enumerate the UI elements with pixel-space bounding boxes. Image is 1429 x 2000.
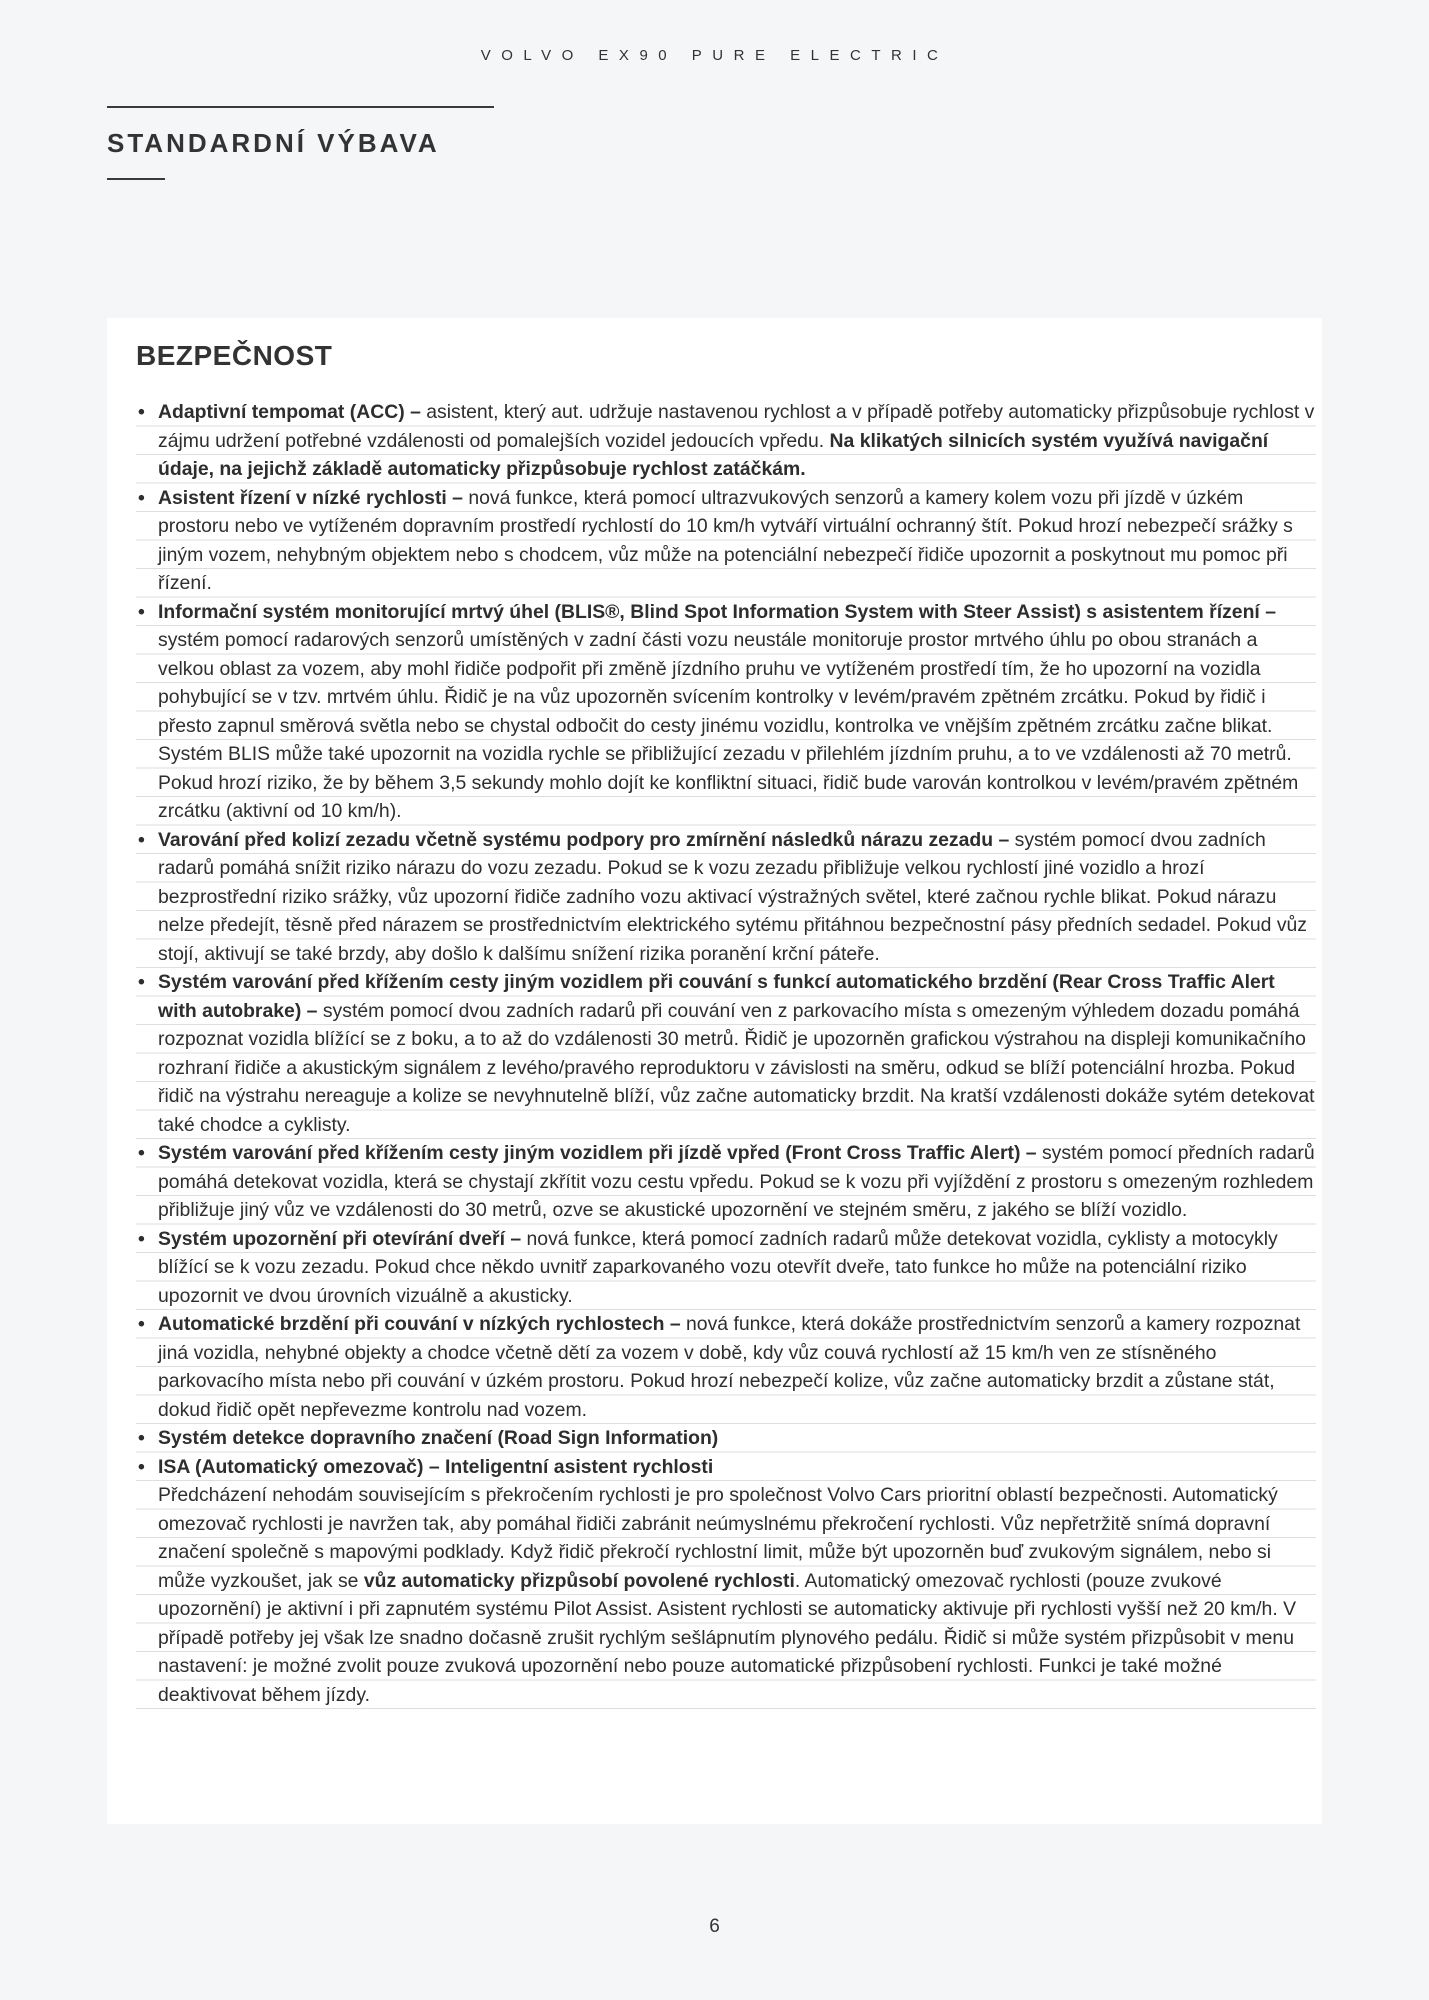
isa-text-bold: vůz automaticky přizpůsobí povolené rychlosti: [363, 1569, 795, 1592]
list-item: [136, 484, 1316, 598]
list-item: [136, 1139, 1316, 1225]
item-title: Asistent řízení v nízké rychlosti –: [158, 486, 463, 509]
safety-panel: [107, 318, 1322, 1824]
item-title: ISA (Automatický omezovač) – Inteligentní asistent rychlosti: [158, 1455, 714, 1478]
page-number: 6: [709, 1916, 720, 1937]
item-text: systém pomocí radarových senzorů umístěných v zadní části vozu neustále monitoruje prostor mrtvého úhlu po obou stranách a velkou oblast za vozem, aby mohl řidiče podpořit při změně jízdního pruhu ve vytíženém prostředí tím, že ho upozorní na vozidla pohybující se v tzv. mrtvém úhlu. Řidič je na vůz upozorněn svícením kontrolky v levém/pravém zpětném zrcátku. Pokud by řidič i přesto zapnul směrová světla nebo se chystal odbočit do cesty jinému vozidlu, kontrolka ve vnějším zpětném zrcátku začne blikat. Systém BLIS může také upozornit na vozidla rychle se přibližující zezadu v přilehlém jízdním pruhu, a to ve vzdálenosti až 70 metrů. Pokud hrozí riziko, že by během 3,5 sekundy mohlo dojít ke konfliktní situaci, řidič bude varován kontrolkou v levém/pravém zpětném zrcátku (aktivní od 10 km/h).: [158, 629, 1299, 822]
header-rule: [107, 106, 494, 108]
feature-list: [136, 398, 1316, 1717]
item-title: Systém varování před křížením cesty jiným vozidlem při couvání s funkcí automatického brzdění (Rear Cross Traffic Alert with autobrake) –: [158, 971, 1275, 1022]
isa-paragraph: [158, 1481, 1316, 1709]
item-title: Systém upozornění při otevírání dveří –: [158, 1227, 522, 1250]
item-title: Informační systém monitorující mrtvý úhel (BLIS®, Blind Spot Information System with Steer Assist) s asistentem řízení –: [158, 600, 1276, 623]
list-item: [136, 398, 1316, 484]
item-title: Systém varování před křížením cesty jiným vozidlem při jízdě vpřed (Front Cross Traffic Alert) –: [158, 1142, 1037, 1164]
list-item: [136, 1225, 1316, 1311]
isa-text-a: Předcházení nehodám souvisejícím s překročením rychlosti je pro společnost Volvo Cars prioritní oblastí bezpečnosti. Automatický omezovač rychlosti je navržen tak, aby pomáhal řidiči zabránit neúmyslnému překročení rychlosti. Vůz nepřetržitě snímá dopravní značení společně s mapovými podklady. Když řidič překročí rychlostní limit, může být upozorněn buď zvukovým signálem, nebo si může vyzkoušet, jak se: [158, 1484, 1278, 1592]
item-title: Automatické brzdění při couvání v nízkých rychlostech –: [158, 1313, 681, 1335]
item-text: systém pomocí předních radarů pomáhá detekovat vozidla, která se chystají zkřítit vozu cestu vpředu. Pokud se k vozu při vyjíždění z prostoru s omezeným rozhledem přibližuje jiný vůz ve vzdálenosti do 30 metrů, ozve se akustické upozornění ve stejném směru, z jakého se blíží vozidlo.: [158, 1142, 1315, 1221]
panel-title: BEZPEČNOST: [136, 340, 333, 371]
isa-text-b: . Automatický omezovač rychlosti (pouze zvukové upozornění) je aktivní i při zapnutém systému Pilot Assist. Asistent rychlosti se automaticky aktivuje při rychlosti vyšší než 20 km/h. V případě potřeby jej však lze snadno dočasně zrušit rychlým sešlápnutím plynového pedálu. Řidič si může systém přizpůsobit v menu nastavení: je možné zvolit pouze zvuková upozornění nebo pouze automatické přizpůsobení rychlosti. Funkci je také možné deaktivovat během jízdy.: [158, 1569, 1297, 1706]
item-text: nová funkce, která dokáže prostřednictvím senzorů a kamery rozpoznat jiná vozidla, nehybné objekty a chodce včetně dětí za vozem v době, kdy vůz couvá rychlostí až 15 km/h ven ze stísněného parkovacího místa nebo při couvání v úzkém prostoru. Pokud hrozí nebezpečí kolize, vůz začne automaticky brzdit a zůstane stát, dokud řidič opět nepřevezme kontrolu nad vozem.: [158, 1313, 1301, 1421]
list-item: [136, 1424, 1316, 1453]
list-item: [136, 1453, 1316, 1710]
brand-header: VOLVO EX90 PURE ELECTRIC: [480, 47, 949, 64]
item-title: Adaptivní tempomat (ACC) –: [158, 401, 421, 423]
list-item: [136, 598, 1316, 826]
item-text: nová funkce, která pomocí zadních radarů může detekovat vozidla, cyklisty a motocykly blížící se k vozu zezadu. Pokud chce někdo uvnitř zaparkovaného vozu otevřít dveře, tato funkce ho může na potenciální riziko upozornit ve dvou úrovních vizuálně a akusticky.: [158, 1227, 1278, 1307]
item-text: systém pomocí dvou zadních radarů při couvání ven z parkovacího místa s omezeným výhledem dozadu pomáhá rozpoznat vozidla blížící se z boku, a to až do vzdálenosti 30 metrů. Řidič je upozorněn grafickou výstrahou na displeji komunikačního rozhraní řidiče a akustickým signálem z levého/pravého reproduktoru v závislosti na směru, odkud se blíží potenciální hrozba. Pokud řidič na výstrahu nereaguje a kolize se nevyhnutelně blíží, vůz začne automaticky brzdit. Na kratší vzdálenosti dokáže sytém detekovat také chodce a cyklisty.: [158, 999, 1315, 1136]
list-item: [136, 826, 1316, 969]
list-item: [136, 968, 1316, 1139]
item-title: Varování před kolizí zezadu včetně systému podpory pro zmírnění následků nárazu zezadu –: [158, 828, 1010, 851]
item-text: nová funkce, která pomocí ultrazvukových senzorů a kamery kolem vozu při jízdě v úzkém prostoru nebo ve vytíženém dopravním prostředí rychlostí do 10 km/h vytváří virtuální ochranný štít. Pokud hrozí nebezpečí srážky s jiným vozem, nehybným objektem nebo s chodcem, vůz může na potenciální nebezpečí řidiče upozornit a poskytnout mu pomoc při řízení.: [158, 486, 1293, 594]
list-item: [136, 1310, 1316, 1424]
item-text: systém pomocí dvou zadních radarů pomáhá snížit riziko nárazu do vozu zezadu. Pokud se k vozu zezadu přibližuje velkou rychlostí jiné vozidlo a hrozí bezprostřední riziko srážky, vůz upozorní řidiče zadního vozu aktivací výstražných světel, které začnou rychle blikat. Pokud nárazu nelze předejít, těsně před nárazem se prostřednictvím elektrického sytému přitáhnou bezpečnostní pásy předních sedadel. Pokud vůz stojí, aktivují se také brzdy, aby došlo k dalšímu snížení rizika poranění krční páteře.: [158, 828, 1307, 965]
title-underline: [107, 178, 165, 180]
item-text: asistent, který aut. udržuje nastavenou rychlost a v případě potřeby automaticky přizpůsobuje rychlost v zájmu udržení potřebné vzdálenosti od pomalejších vozidel jedoucích vpředu.: [158, 401, 1315, 452]
section-title: STANDARDNÍ VÝBAVA: [107, 128, 440, 158]
item-title: Systém detekce dopravního značení (Road Sign Information): [158, 1427, 719, 1449]
item-bold-tail: Na klikatých silnicích systém využívá navigační údaje, na jejichž základě automaticky přizpůsobuje rychlost zatáčkám.: [158, 429, 1269, 480]
